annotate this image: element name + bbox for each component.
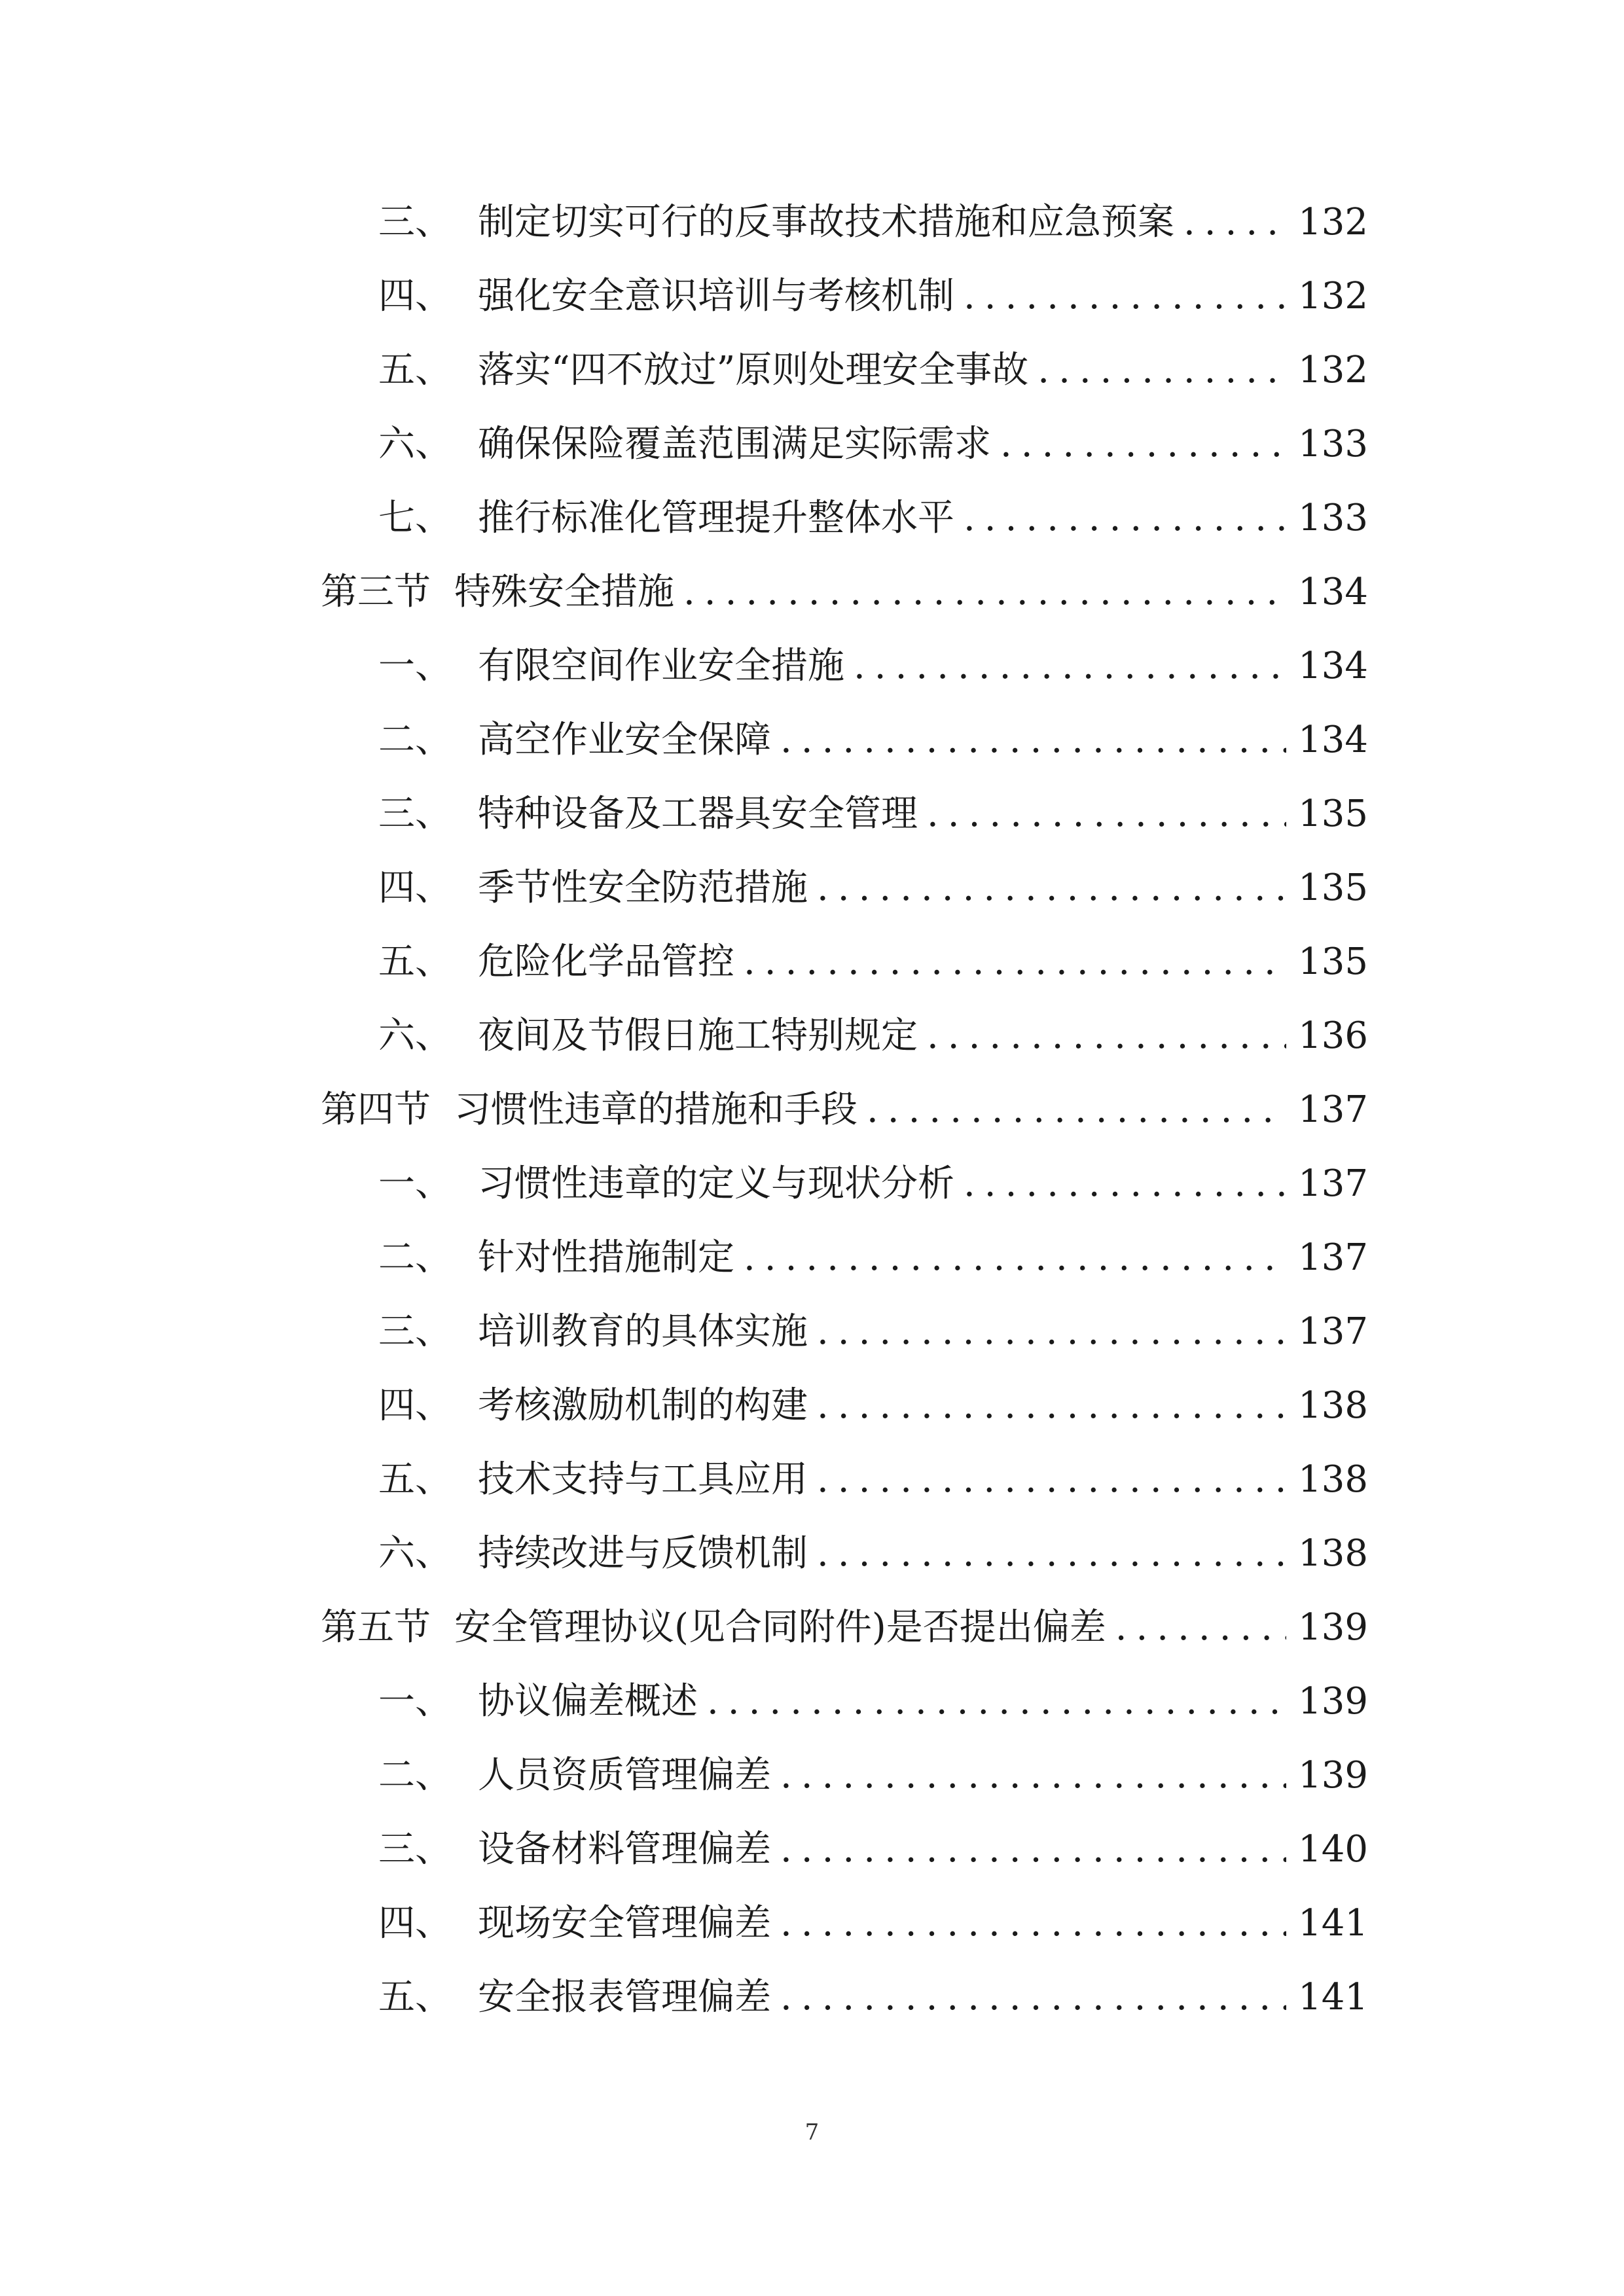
- toc-entry-number: 二、: [378, 719, 452, 761]
- toc-entry-number: 四、: [378, 1384, 452, 1427]
- toc-entry-page: 139: [1298, 1680, 1368, 1723]
- toc-entry-page: 138: [1298, 1458, 1368, 1501]
- toc-entry-title: 特种设备及工器具安全管理: [478, 793, 918, 835]
- toc-entry-title: 制定切实可行的反事故技术措施和应急预案: [478, 201, 1174, 243]
- toc-entry-number: 四、: [378, 1902, 452, 1945]
- toc-dot-leader: [1183, 196, 1286, 249]
- toc-entry-title: 习惯性违章的定义与现状分析: [478, 1162, 954, 1205]
- toc-entry[interactable]: [378, 1306, 1368, 1358]
- toc-entry-title: 高空作业安全保障: [478, 719, 771, 761]
- toc-dot-leader: [817, 1306, 1286, 1358]
- toc-dot-leader: [744, 1232, 1286, 1284]
- toc-entry[interactable]: [378, 640, 1368, 692]
- toc-entry-title: 有限空间作业安全措施: [478, 645, 844, 687]
- toc-entry-title: 落实“四不放过”原则处理安全事故: [478, 349, 1029, 391]
- toc-entry-title: 现场安全管理偏差: [478, 1902, 771, 1945]
- toc-entry-page: 137: [1298, 1088, 1368, 1131]
- toc-entry-title: 推行标准化管理提升整体水平: [478, 497, 954, 539]
- toc-entry-page: 135: [1298, 941, 1368, 983]
- toc-entry-number: 一、: [378, 1162, 452, 1205]
- toc-dot-leader: [817, 1528, 1286, 1580]
- toc-entry[interactable]: [378, 1528, 1368, 1580]
- toc-entry-page: 139: [1298, 1606, 1368, 1649]
- toc-entry[interactable]: [378, 344, 1368, 397]
- toc-entry-page: 132: [1298, 275, 1368, 317]
- toc-entry-title: 技术支持与工具应用: [478, 1458, 808, 1501]
- toc-entry[interactable]: [378, 788, 1368, 840]
- toc-entry-title: 考核激励机制的构建: [478, 1384, 808, 1427]
- toc-entry-number: 五、: [378, 349, 452, 391]
- toc-entry-title: 夜间及节假日施工特别规定: [478, 1014, 918, 1057]
- toc-entry-page: 140: [1298, 1828, 1368, 1871]
- toc-dot-leader: [780, 1749, 1286, 1802]
- toc-dot-leader: [964, 270, 1286, 323]
- toc-dot-leader: [964, 1158, 1286, 1210]
- toc-entry-page: 134: [1298, 645, 1368, 687]
- toc-entry-page: 134: [1298, 571, 1368, 613]
- toc-entry[interactable]: [378, 1971, 1368, 2024]
- toc-entry[interactable]: [378, 492, 1368, 545]
- toc-dot-leader: [817, 1454, 1286, 1506]
- toc-entry[interactable]: [378, 1158, 1368, 1210]
- toc-entry-title: 安全报表管理偏差: [478, 1976, 771, 2018]
- toc-dot-leader: [867, 1084, 1286, 1136]
- toc-entry-number: 六、: [378, 423, 452, 465]
- toc-section-entry[interactable]: [321, 1602, 1368, 1654]
- toc-entry-page: 141: [1298, 1976, 1368, 2018]
- toc-entry-number: 第四节: [321, 1088, 431, 1131]
- toc-entry-number: 五、: [378, 1976, 452, 2018]
- toc-entry[interactable]: [378, 1676, 1368, 1728]
- toc-dot-leader: [927, 788, 1286, 840]
- toc-entry-number: 四、: [378, 275, 452, 317]
- toc-dot-leader: [854, 640, 1286, 692]
- toc-entry-number: 四、: [378, 867, 452, 909]
- toc-entry-page: 132: [1298, 349, 1368, 391]
- toc-section-entry[interactable]: [321, 566, 1368, 619]
- toc-dot-leader: [927, 1010, 1286, 1062]
- toc-entry-title: 特殊安全措施: [454, 571, 674, 613]
- toc-entry-page: 138: [1298, 1384, 1368, 1427]
- toc-entry-title: 季节性安全防范措施: [478, 867, 808, 909]
- toc-entry[interactable]: [378, 936, 1368, 988]
- toc-entry-title: 习惯性违章的措施和手段: [454, 1088, 857, 1131]
- toc-dot-leader: [964, 492, 1286, 545]
- toc-entry-number: 三、: [378, 793, 452, 835]
- toc-entry-title: 针对性措施制定: [478, 1236, 734, 1279]
- toc-entry-page: 135: [1298, 867, 1368, 909]
- toc-dot-leader: [707, 1676, 1286, 1728]
- toc-entry[interactable]: [378, 714, 1368, 766]
- toc-entry-page: 139: [1298, 1754, 1368, 1797]
- toc-entry[interactable]: [378, 418, 1368, 471]
- toc-entry-page: 133: [1298, 423, 1368, 465]
- toc-entry-number: 第五节: [321, 1606, 431, 1649]
- toc-entry-number: 一、: [378, 645, 452, 687]
- toc-entry-title: 持续改进与反馈机制: [478, 1532, 808, 1575]
- toc-entry[interactable]: [378, 1010, 1368, 1062]
- toc-entry[interactable]: [378, 1749, 1368, 1802]
- toc-entry-number: 三、: [378, 201, 452, 243]
- toc-section-entry[interactable]: [321, 1084, 1368, 1136]
- toc-entry-number: 七、: [378, 497, 452, 539]
- toc-dot-leader: [683, 566, 1286, 619]
- toc-entry-title: 培训教育的具体实施: [478, 1310, 808, 1353]
- toc-entry-page: 137: [1298, 1310, 1368, 1353]
- toc-dot-leader: [1000, 418, 1286, 471]
- toc-entry[interactable]: [378, 1380, 1368, 1432]
- toc-entry-number: 二、: [378, 1236, 452, 1279]
- toc-entry-number: 六、: [378, 1532, 452, 1575]
- toc-dot-leader: [817, 1380, 1286, 1432]
- toc-entry-title: 人员资质管理偏差: [478, 1754, 771, 1797]
- toc-entry-title: 安全管理协议(见合同附件)是否提出偏差: [454, 1606, 1106, 1649]
- toc-entry-number: 第三节: [321, 571, 431, 613]
- toc-entry-page: 137: [1298, 1162, 1368, 1205]
- toc-entry-title: 协议偏差概述: [478, 1680, 698, 1723]
- toc-entry-page: 135: [1298, 793, 1368, 835]
- toc-entry-page: 132: [1298, 201, 1368, 243]
- toc-entry-number: 五、: [378, 941, 452, 983]
- toc-entry-number: 五、: [378, 1458, 452, 1501]
- toc-entry[interactable]: [378, 1897, 1368, 1950]
- toc-entry-title: 确保保险覆盖范围满足实际需求: [478, 423, 991, 465]
- toc-entry-title: 危险化学品管控: [478, 941, 734, 983]
- toc-entry-number: 一、: [378, 1680, 452, 1723]
- toc-entry[interactable]: [378, 196, 1368, 249]
- toc-entry-page: 137: [1298, 1236, 1368, 1279]
- toc-dot-leader: [1038, 344, 1286, 397]
- toc-dot-leader: [744, 936, 1286, 988]
- toc-entry-page: 134: [1298, 719, 1368, 761]
- toc-entry-number: 二、: [378, 1754, 452, 1797]
- toc-dot-leader: [780, 1897, 1286, 1950]
- toc-entry-page: 141: [1298, 1902, 1368, 1945]
- toc-entry-number: 三、: [378, 1828, 452, 1871]
- toc-entry[interactable]: [378, 862, 1368, 914]
- toc-dot-leader: [780, 1823, 1286, 1876]
- toc-dot-leader: [1115, 1602, 1286, 1654]
- toc-dot-leader: [817, 862, 1286, 914]
- toc-entry[interactable]: [378, 1454, 1368, 1506]
- toc-dot-leader: [780, 714, 1286, 766]
- toc-entry-number: 三、: [378, 1310, 452, 1353]
- toc-dot-leader: [780, 1971, 1286, 2024]
- toc-entry-page: 133: [1298, 497, 1368, 539]
- toc-entry[interactable]: [378, 270, 1368, 323]
- page-number: 7: [804, 2119, 820, 2145]
- toc-entry-page: 138: [1298, 1532, 1368, 1575]
- toc-entry[interactable]: [378, 1823, 1368, 1876]
- toc-entry[interactable]: [378, 1232, 1368, 1284]
- toc-entry-number: 六、: [378, 1014, 452, 1057]
- toc-entry-title: 设备材料管理偏差: [478, 1828, 771, 1871]
- toc-entry-title: 强化安全意识培训与考核机制: [478, 275, 954, 317]
- toc-entry-page: 136: [1298, 1014, 1368, 1057]
